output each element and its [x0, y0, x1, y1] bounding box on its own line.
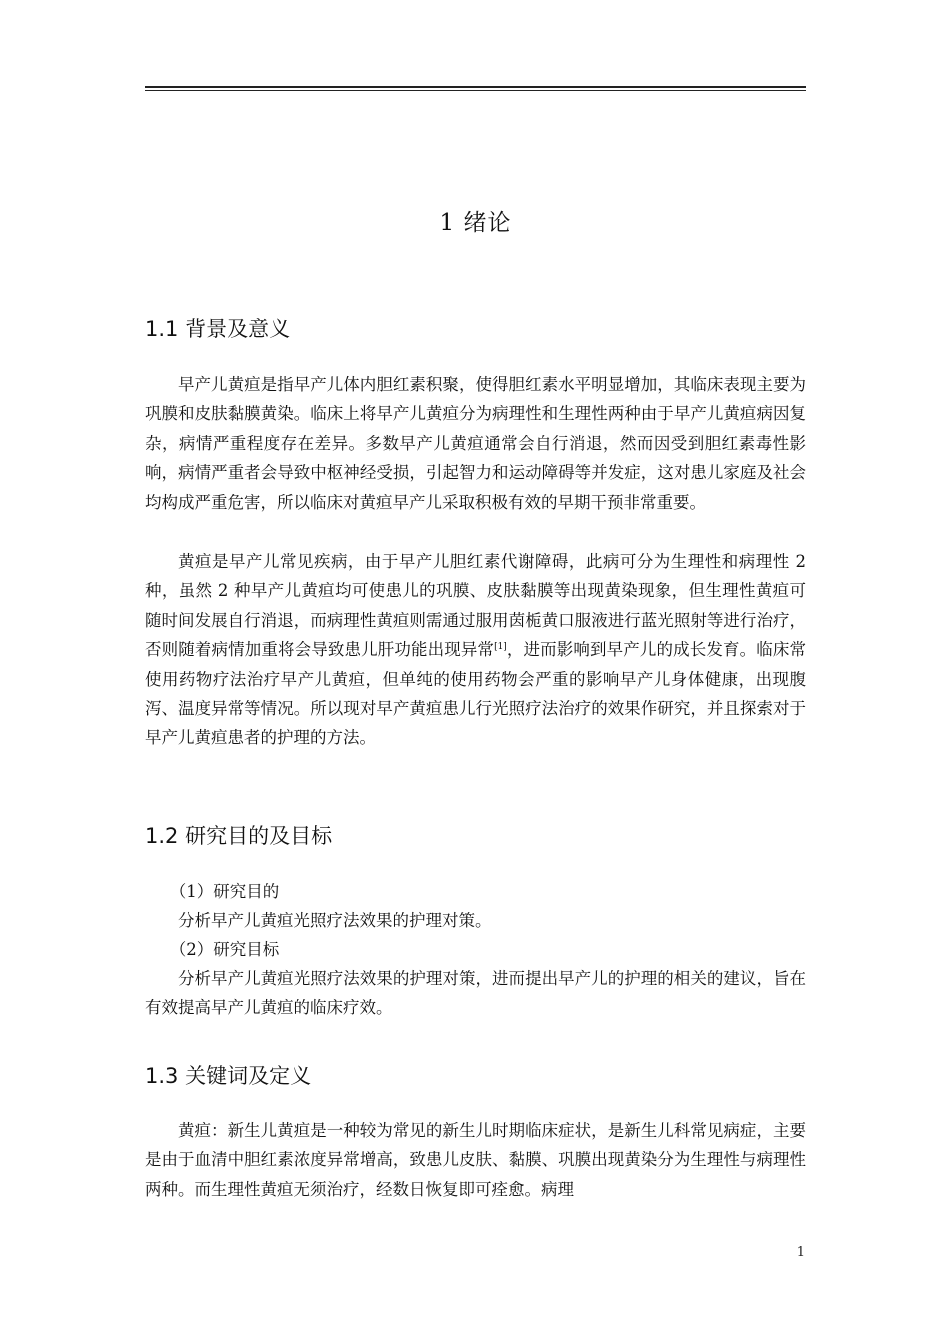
header-double-rule: [145, 86, 806, 92]
header-rule-thick: [145, 86, 806, 88]
paragraph-background-2: [145, 547, 806, 753]
page-number: 1: [796, 1245, 805, 1260]
header-rule-thin: [145, 90, 806, 91]
chapter-title: 1 绪论: [439, 210, 512, 236]
citation-ref: [1]: [494, 642, 507, 653]
section-heading-1-2: 1.2 研究目的及目标: [145, 824, 333, 848]
paragraph-keywords-1: 黄疸：新生儿黄疸是一种较为常见的新生儿时期临床症状，是新生儿科常见病症，主要是由于血清中胆红素浓度异常增高，致患儿皮肤、黏膜、巩膜出现黄染分为生理性与病理性两种。而生理性黄疸无须治疗，经数日恢复即可痊愈。病理: [145, 1121, 806, 1199]
paragraph-background-1: 早产儿黄疸是指早产儿体内胆红素积聚，使得胆红素水平明显增加，其临床表现主要为巩膜和皮肤黏膜黄染。临床上将早产儿黄疸分为病理性和生理性两种由于早产儿黄疸病因复杂，病情严重程度存在差异。多数早产儿黄疸通常会自行消退，然而因受到胆红素毒性影响，病情严重者会导致中枢神经受损，引起智力和运动障碍等并发症，这对患儿家庭及社会均构成严重危害，所以临床对黄疸早产儿采取积极有效的早期干预非常重要。: [145, 375, 806, 512]
section-heading-1-3: 1.3 关键词及定义: [145, 1064, 312, 1088]
list-item-target-text: 分析早产儿黄疸光照疗法效果的护理对策，进而提出早产儿的护理的相关的建议，旨在有效提高早产儿黄疸的临床疗效。: [145, 969, 806, 1018]
list-item-purpose-label: （1）研究目的: [169, 882, 280, 901]
paragraph-background-2-text-b: ，进而影响到早产儿的成长发育。临床常使用药物疗法治疗早产儿黄疸，但单纯的使用药物会严重的影响早产儿身体健康，出现腹泻、温度异常等情况。所以现对早产黄疸患儿行光照疗法治疗的效果作研究，并且探索对于早产儿黄疸患者的护理的方法。: [145, 640, 807, 748]
section-heading-1-1: 1.1 背景及意义: [145, 317, 291, 341]
paragraph-background-2-text-a: 黄疸是早产儿常见疾病，由于早产儿胆红素代谢障碍，此病可分为生理性和病理性 2 种，虽然 2 种早产儿黄疸均可使患儿的巩膜、皮肤黏膜等出现黄染现象，但生理性黄疸可随时间发展自行消退，而病理性黄疸则需通过服用茵栀黄口服液进行蓝光照射等进行治疗，否则随着病情加重将会导致患儿肝功能出现异常: [145, 552, 806, 660]
list-item-purpose-text: 分析早产儿黄疸光照疗法效果的护理对策。: [178, 911, 492, 930]
list-item-target-label: （2）研究目标: [169, 940, 280, 959]
